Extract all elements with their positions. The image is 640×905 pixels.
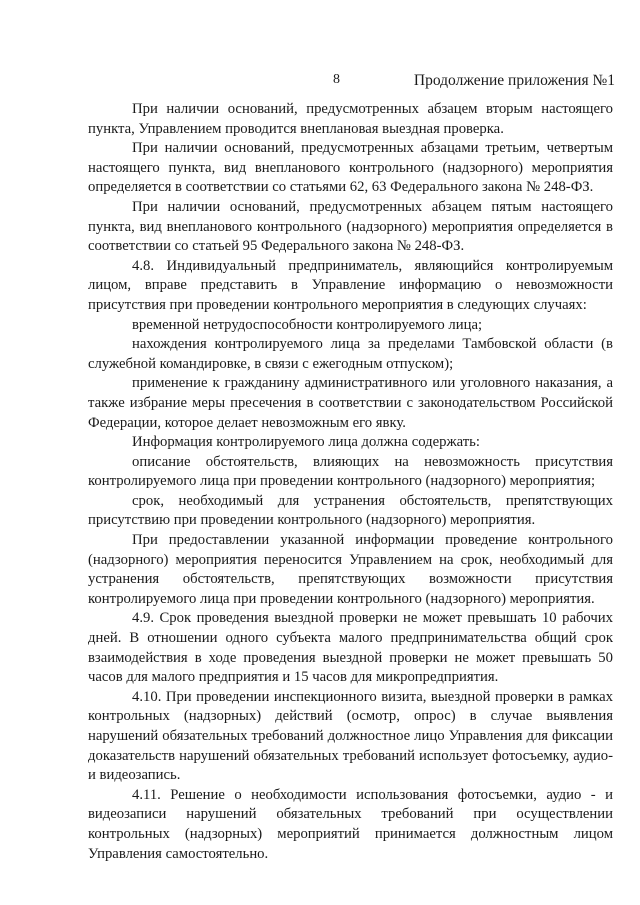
paragraph: срок, необходимый для устранения обстоятельств, препятствующих присутствию при проведении контрольного (надзорного) мероприятия.: [88, 492, 613, 529]
paragraph: Информация контролируемого лица должна содержать:: [132, 434, 480, 451]
paragraph: При наличии оснований, предусмотренных абзацами третьим, четвертым настоящего пункта, вид внепланового контрольного (надзорного) мероприятия определяется в соответствии со статьями 62, 63 Федерального закона № 248-ФЗ.: [88, 140, 613, 196]
paragraph: описание обстоятельств, влияющих на невозможность присутствия контролируемого лица при проведении контрольного (надзорного) мероприятия;: [88, 453, 613, 490]
page-number: 8: [333, 72, 340, 87]
paragraph: 4.11. Решение о необходимости использования фотосъемки, аудио - и видеозаписи нарушений обязательных требований при осуществлении контрольных (надзорных) мероприятий принимается должностным лицом Управления самостоятельно.: [88, 786, 613, 862]
paragraph: 4.8. Индивидуальный предприниматель, являющийся контролируемым лицом, вправе представить в Управление информацию о невозможности присутствия при проведении контрольного мероприятия в следующих случаях:: [88, 257, 613, 313]
paragraph: 4.9. Срок проведения выездной проверки не может превышать 10 рабочих дней. В отношении одного субъекта малого предпринимательства общий срок взаимодействия в ходе проведения выездной проверки не может превышать 50 часов для малого предприятия и 15 часов для микропредприятия.: [88, 610, 613, 686]
paragraph: При предоставлении указанной информации проведение контрольного (надзорного) мероприятия переносится Управлением на срок, необходимый для устранения обстоятельств, препятствующих возможности присутствия контролируемого лица при проведении контрольного (надзорного) мероприятия.: [88, 532, 613, 607]
paragraph: При наличии оснований, предусмотренных абзацем вторым настоящего пункта, Управлением проводится внеплановая выездная проверка.: [88, 101, 613, 137]
document-body: [88, 100, 613, 864]
page-header: [0, 72, 640, 92]
paragraph: 4.10. При проведении инспекционного визита, выездной проверки в рамках контрольных (надзорных) действий (осмотр, опрос) в случае выявления нарушений обязательных требований должностное лицо Управления для фиксации доказательств нарушений обязательных требований использует фотосъемку, аудио- и видеозапись.: [88, 688, 613, 784]
paragraph: нахождения контролируемого лица за пределами Тамбовской области (в служебной командировке, в связи с ежегодным отпуском);: [88, 336, 613, 372]
paragraph: При наличии оснований, предусмотренных абзацем пятым настоящего пункта, вид внепланового контрольного (надзорного) мероприятия определяется в соответствии со статьей 95 Федерального закона № 248-ФЗ.: [88, 198, 613, 255]
appendix-continuation-label: Продолжение приложения №1: [413, 72, 615, 89]
paragraph: временной нетрудоспособности контролируемого лица;: [132, 316, 483, 333]
paragraph: применение к гражданину административного или уголовного наказания, а также избрание меры пресечения в соответствии с законодательством Российской Федерации, которое делает невозможным его явку.: [88, 375, 613, 431]
